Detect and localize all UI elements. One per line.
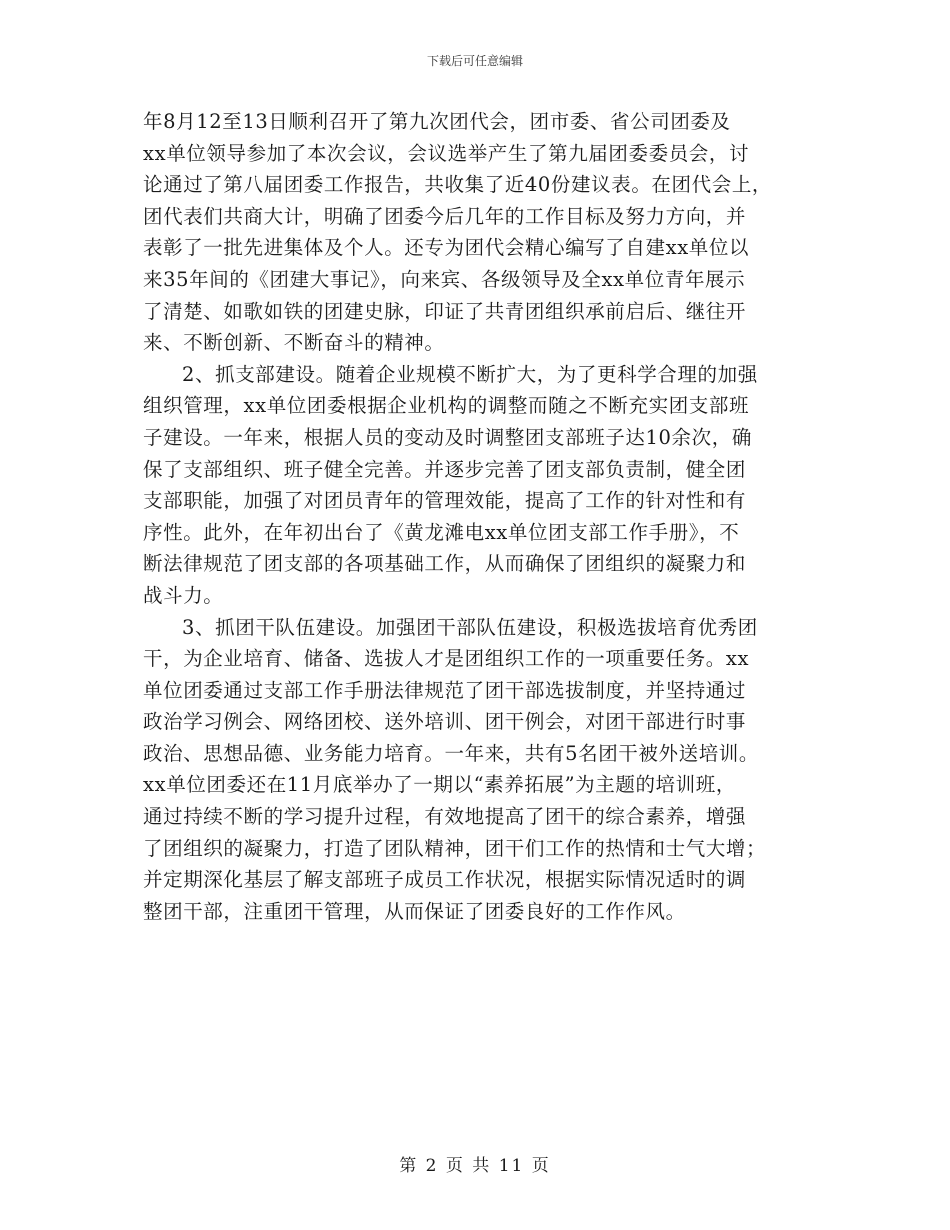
- body-line: 来35年间的《团建大事记》，向来宾、各级领导及全xx单位青年展示: [143, 267, 746, 291]
- body-line: 保了支部组织、班子健全完善。并逐步完善了团支部负责制，健全团: [143, 457, 747, 481]
- body-line: 了团组织的凝聚力，打造了团队精神，团干们工作的热情和士气大增；: [143, 836, 767, 860]
- paragraph-start-line: 2、抓支部建设。随着企业规模不断扩大，为了更科学合理的加强: [182, 362, 758, 386]
- body-line: 通过持续不断的学习提升过程，有效地提高了团干的综合素养，增强: [143, 805, 747, 829]
- body-line: 政治学习例会、网络团校、送外培训、团干例会，对团干部进行时事: [143, 710, 747, 734]
- body-line: 来、不断创新、不断奋斗的精神。: [143, 331, 445, 355]
- body-line: 了清楚、如歌如铁的团建史脉，印证了共青团组织承前启后、继往开: [143, 299, 747, 323]
- body-line: xx单位团委还在11月底举办了一期以“素养拓展”为主题的培训班，: [143, 773, 736, 797]
- body-line: 团代表们共商大计，明确了团委今后几年的工作目标及努力方向，并: [143, 204, 747, 228]
- body-line: 整团干部，注重团干管理，从而保证了团委良好的工作作风。: [143, 899, 686, 923]
- body-line: 论通过了第八届团委工作报告，共收集了近40份建议表。在团代会上，: [143, 173, 773, 197]
- body-line: 支部职能，加强了对团员青年的管理效能，提高了工作的针对性和有: [143, 489, 747, 513]
- body-line: 断法律规范了团支部的各项基础工作，从而确保了团组织的凝聚力和: [143, 552, 747, 576]
- body-line: 组织管理，xx单位团委根据企业机构的调整而随之不断充实团支部班: [143, 394, 750, 418]
- body-line: 战斗力。: [143, 583, 224, 607]
- body-line: 并定期深化基层了解支部班子成员工作状况，根据实际情况适时的调: [143, 868, 747, 892]
- body-line: 干，为企业培育、储备、选拔人才是团组织工作的一项重要任务。xx: [143, 647, 750, 671]
- body-line: 序性。此外，在年初出台了《黄龙滩电xx单位团支部工作手册》，不: [143, 520, 740, 544]
- body-line: 单位团委通过支部工作手册法律规范了团干部选拔制度，并坚持通过: [143, 678, 747, 702]
- page-number-footer: 第 2 页 共 11 页: [399, 1156, 551, 1176]
- document-body: [143, 106, 813, 927]
- paragraph-start-line: 3、抓团干队伍建设。加强团干部队伍建设，积极选拔培育优秀团: [182, 615, 758, 639]
- body-line: 子建设。一年来，根据人员的变动及时调整团支部班子达10余次，确: [143, 425, 752, 449]
- body-line: xx单位领导参加了本次会议，会议选举产生了第九届团委委员会，讨: [143, 141, 750, 165]
- body-line: 表彰了一批先进集体及个人。还专为团代会精心编写了自建xx单位以: [143, 236, 750, 260]
- body-line: 政治、思想品德、业务能力培育。一年来，共有5名团干被外送培训。: [143, 741, 760, 765]
- page-header: 下载后可任意编辑: [426, 54, 523, 68]
- body-line: 年8月12至13日顺利召开了第九次团代会，团市委、省公司团委及: [143, 110, 731, 133]
